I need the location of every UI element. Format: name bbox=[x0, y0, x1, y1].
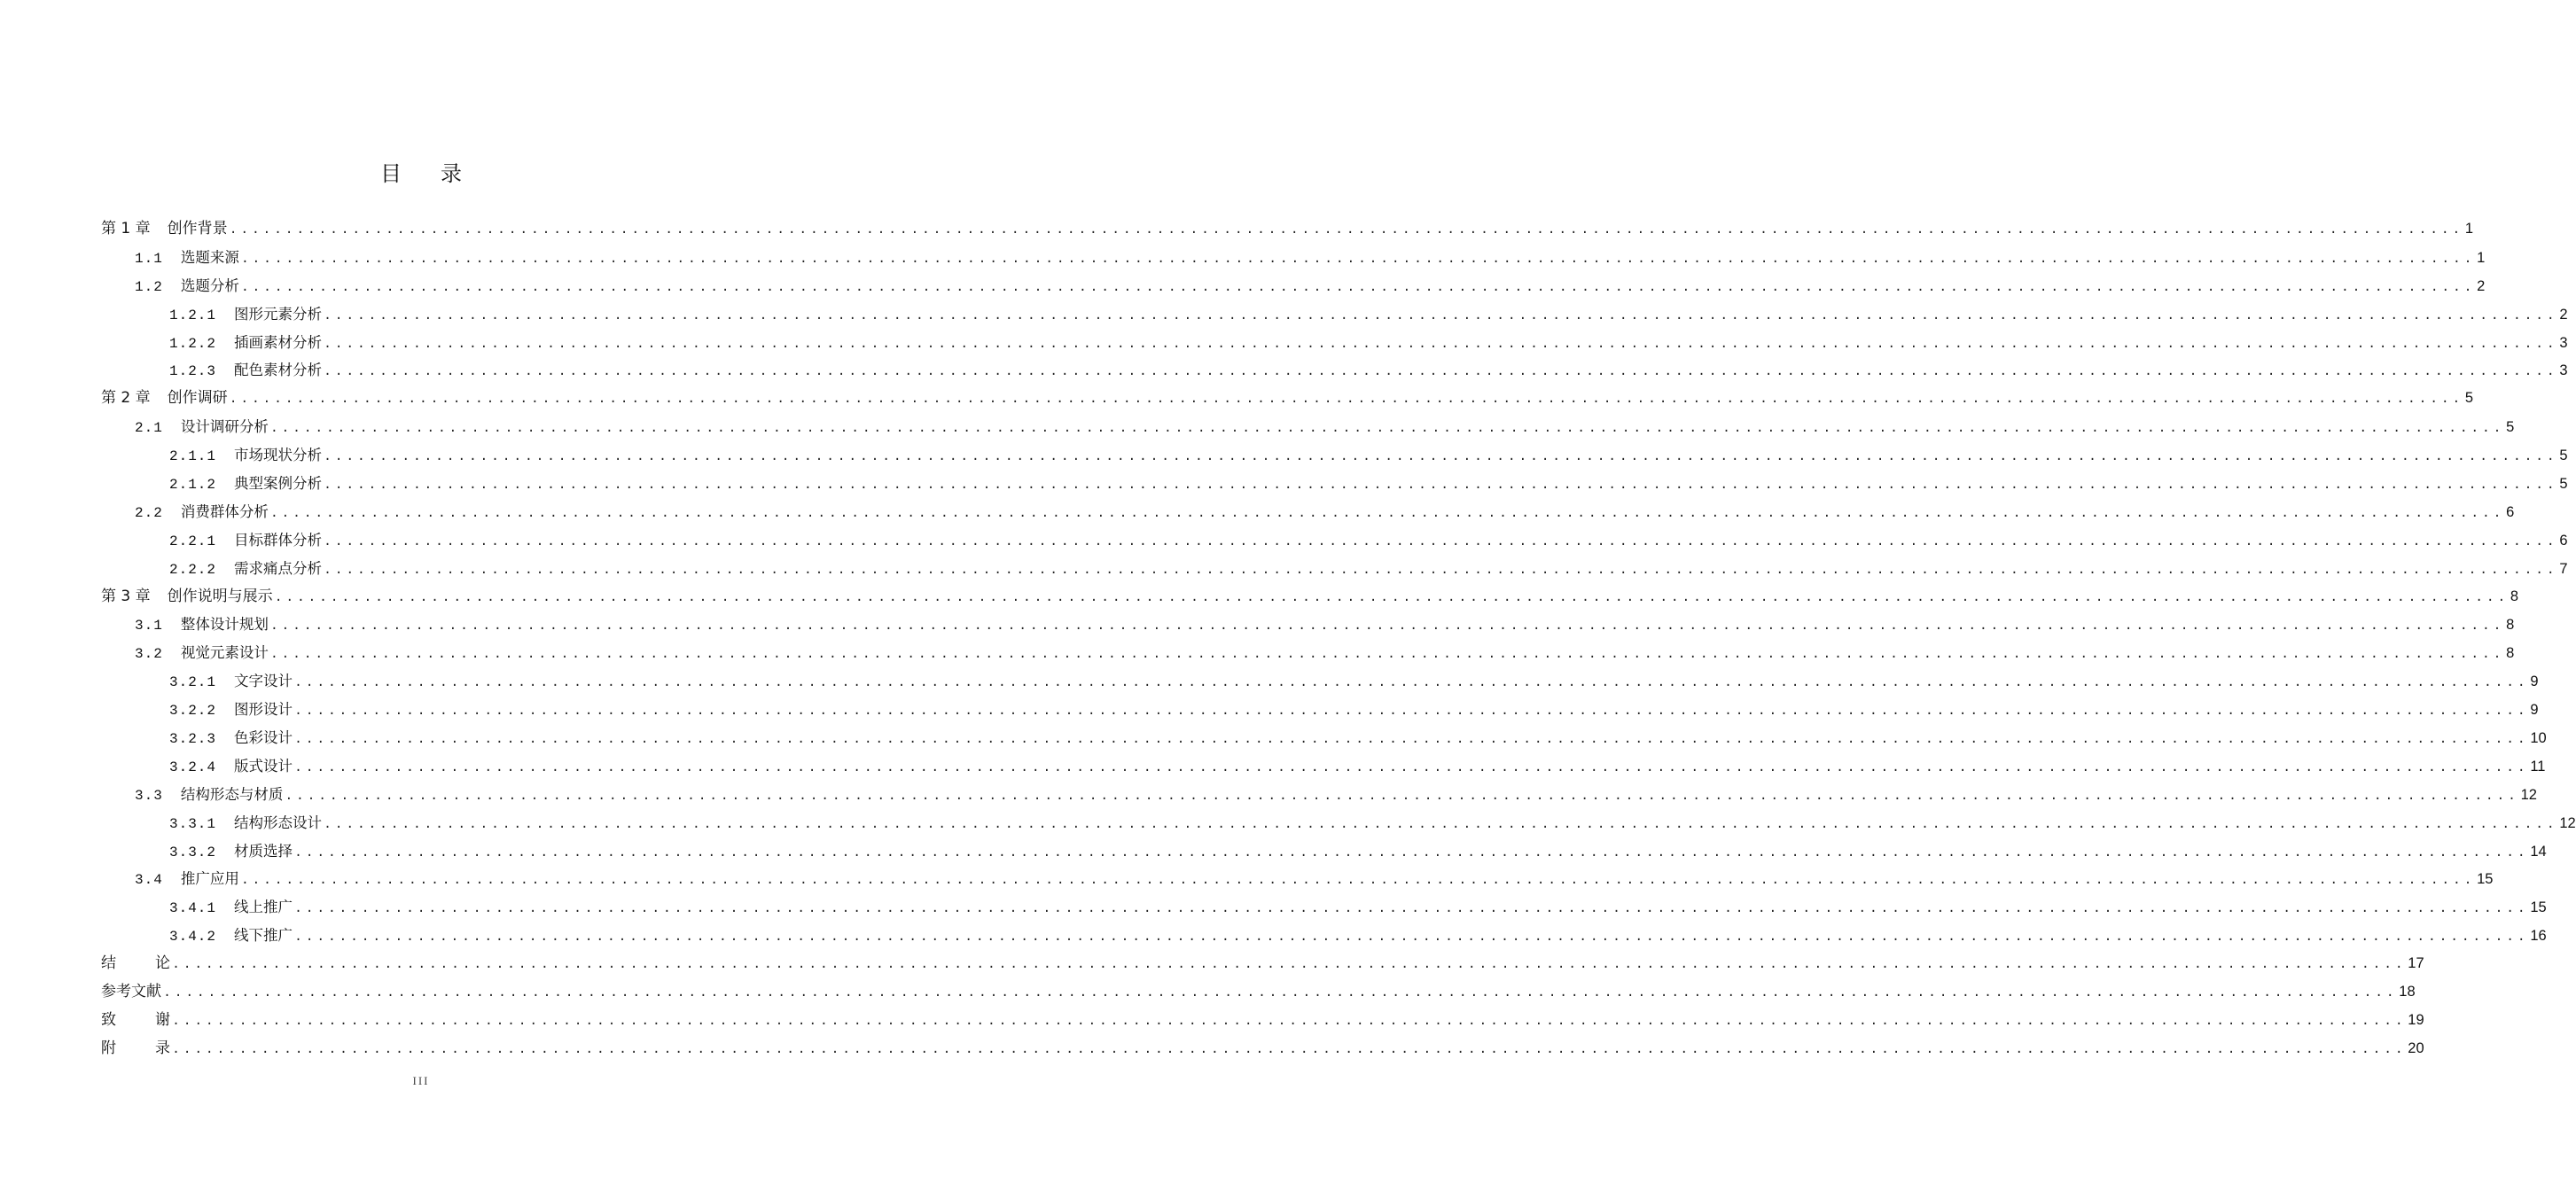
toc-entry-page: 10 bbox=[2530, 730, 2547, 747]
toc-dot-leader: ........................................................................................................................................................................................................ bbox=[172, 1041, 2407, 1057]
toc-entry-page: 14 bbox=[2530, 843, 2547, 860]
toc-entry-label: 结论 bbox=[101, 954, 209, 973]
toc-entry-label: 市场现状分析 bbox=[234, 447, 323, 464]
toc-entry[interactable] bbox=[101, 583, 2519, 611]
toc-dot-leader: ........................................................................................................................................................................................................ bbox=[294, 759, 2529, 775]
toc-entry-page: 11 bbox=[2530, 758, 2546, 775]
toc-entry-label: 需求痛点分析 bbox=[234, 559, 323, 577]
toc-dot-leader: ........................................................................................................................................................................................................ bbox=[324, 816, 2558, 832]
toc-entry-page: 16 bbox=[2530, 928, 2547, 945]
toc-entry-page: 2 bbox=[2477, 277, 2486, 294]
toc-entry-page: 17 bbox=[2408, 955, 2424, 972]
toc-entry-label: 文字设计 bbox=[234, 673, 293, 690]
toc-entry-label: 消费群体分析 bbox=[180, 502, 269, 520]
toc-entry[interactable] bbox=[101, 837, 2547, 866]
toc-entry-label: 色彩设计 bbox=[234, 729, 293, 747]
toc-entry-page: 5 bbox=[2559, 448, 2568, 464]
toc-dot-leader: ........................................................................................................................................................................................................ bbox=[324, 478, 2558, 494]
toc-entry-number: 3.2.1 bbox=[169, 674, 217, 691]
toc-entry-number: 3.3.1 bbox=[169, 815, 217, 832]
toc-dot-leader: ........................................................................................................................................................................................................ bbox=[269, 421, 2505, 437]
toc-entry-page: 18 bbox=[2399, 984, 2416, 1000]
toc-entry[interactable] bbox=[101, 893, 2547, 922]
toc-entry-number: 3.4 bbox=[135, 872, 163, 889]
toc-entry[interactable] bbox=[101, 385, 2474, 413]
toc-entry[interactable] bbox=[101, 356, 2568, 385]
toc-entry[interactable] bbox=[101, 611, 2515, 639]
toc-entry-number: 3.4.1 bbox=[169, 900, 217, 917]
toc-dot-leader: ........................................................................................................................................................................................................ bbox=[324, 562, 2558, 578]
toc-entry-number: 1.2 bbox=[135, 278, 163, 295]
toc-dot-leader: ........................................................................................................................................................................................................ bbox=[285, 788, 2519, 804]
toc-entry[interactable] bbox=[101, 470, 2568, 498]
toc-entry-page: 1 bbox=[2464, 221, 2474, 237]
toc-entry-label: 创作说明与展示 bbox=[167, 587, 273, 605]
toc-entry-label: 图形设计 bbox=[234, 701, 293, 719]
toc-entry-page: 5 bbox=[2464, 390, 2474, 407]
toc-entry-label: 致谢 bbox=[101, 1010, 209, 1029]
toc-entry-label: 目标群体分析 bbox=[234, 531, 323, 549]
toc-entry-page: 8 bbox=[2510, 588, 2519, 604]
toc-entry-number: 1.1 bbox=[135, 250, 163, 267]
toc-entry-page: 15 bbox=[2530, 899, 2547, 916]
toc-dot-leader: ........................................................................................................................................................................................................ bbox=[172, 957, 2407, 973]
toc-dot-leader: ........................................................................................................................................................................................................ bbox=[294, 901, 2529, 917]
toc-dot-leader: ........................................................................................................................................................................................................ bbox=[163, 985, 2398, 1001]
toc-entry-label: 结构形态设计 bbox=[234, 813, 323, 831]
toc-entry-number: 第 2 章 bbox=[101, 389, 151, 408]
toc-entry-page: 19 bbox=[2408, 1011, 2424, 1028]
toc-entry-label: 选题分析 bbox=[180, 276, 239, 294]
toc-title: 目录 bbox=[380, 161, 501, 186]
toc-entry-page: 12 bbox=[2559, 814, 2576, 831]
toc-dot-leader: ........................................................................................................................................................................................................ bbox=[269, 619, 2505, 634]
toc-dot-leader: ........................................................................................................................................................................................................ bbox=[240, 251, 2476, 267]
toc-entry-number: 2.1.2 bbox=[169, 477, 217, 494]
toc-entry-page: 8 bbox=[2506, 617, 2515, 634]
toc-dot-leader: ........................................................................................................................................................................................................ bbox=[294, 930, 2529, 946]
toc-dot-leader: ........................................................................................................................................................................................................ bbox=[294, 845, 2529, 860]
toc-entry-label: 创作调研 bbox=[167, 389, 228, 408]
toc-dot-leader: ........................................................................................................................................................................................................ bbox=[172, 1013, 2407, 1029]
toc-entry-page: 12 bbox=[2520, 786, 2537, 803]
toc-entry[interactable] bbox=[101, 724, 2547, 752]
toc-entry-page: 2 bbox=[2559, 306, 2568, 323]
toc-entry-number: 3.2 bbox=[135, 646, 163, 663]
toc-entry[interactable] bbox=[101, 329, 2568, 357]
toc-entry-page: 6 bbox=[2506, 503, 2515, 520]
toc-entry-label: 配色素材分析 bbox=[234, 362, 323, 379]
toc-entry-label: 版式设计 bbox=[234, 757, 293, 775]
toc-dot-leader: ........................................................................................................................................................................................................ bbox=[324, 336, 2558, 352]
toc-entry[interactable] bbox=[101, 922, 2547, 950]
toc-entry-label: 材质选择 bbox=[234, 842, 293, 860]
toc-entry-page: 9 bbox=[2530, 673, 2539, 690]
page-number: III bbox=[412, 1074, 430, 1087]
toc-dot-leader: ........................................................................................................................................................................................................ bbox=[324, 533, 2558, 549]
toc-entry-number: 3.3 bbox=[135, 787, 163, 804]
toc-entry-label: 创作背景 bbox=[167, 220, 228, 237]
toc-entry-page: 6 bbox=[2559, 532, 2568, 549]
toc-entry-number: 第 1 章 bbox=[101, 220, 151, 237]
toc-entry-number: 2.2.2 bbox=[169, 561, 217, 578]
toc-entry-number: 第 3 章 bbox=[101, 587, 151, 605]
toc-entry[interactable] bbox=[101, 272, 2486, 300]
toc-entry-number: 1.2.1 bbox=[169, 307, 217, 323]
toc-dot-leader: ........................................................................................................................................................................................................ bbox=[294, 704, 2529, 720]
toc-dot-leader: ........................................................................................................................................................................................................ bbox=[240, 279, 2476, 295]
toc-dot-leader: ........................................................................................................................................................................................................ bbox=[229, 392, 2463, 408]
toc-entry[interactable] bbox=[101, 413, 2515, 441]
toc-entry-page: 3 bbox=[2559, 334, 2568, 351]
toc-entry-label: 图形元素分析 bbox=[234, 305, 323, 323]
toc-entry[interactable] bbox=[101, 498, 2515, 526]
toc-entry-number: 2.2 bbox=[135, 504, 163, 521]
toc-entry-page: 7 bbox=[2559, 560, 2568, 577]
toc-dot-leader: ........................................................................................................................................................................................................ bbox=[324, 449, 2558, 465]
toc-dot-leader: ........................................................................................................................................................................................................ bbox=[274, 589, 2509, 605]
toc-entry[interactable] bbox=[101, 667, 2539, 696]
toc-entry-label: 参考文献 bbox=[101, 983, 161, 1001]
toc-dot-leader: ........................................................................................................................................................................................................ bbox=[294, 732, 2529, 748]
toc-entry-label: 选题来源 bbox=[180, 248, 239, 266]
toc-entry-label: 线上推广 bbox=[234, 899, 293, 916]
toc-dot-leader: ........................................................................................................................................................................................................ bbox=[229, 222, 2463, 237]
toc-entry-number: 3.4.2 bbox=[169, 929, 217, 946]
toc-entry-label: 推广应用 bbox=[180, 870, 239, 888]
toc-entry-label: 视觉元素设计 bbox=[180, 644, 269, 662]
toc-entry-page: 20 bbox=[2408, 1039, 2424, 1056]
toc-entry-number: 3.2.3 bbox=[169, 731, 217, 748]
toc-entry-label: 典型案例分析 bbox=[234, 475, 323, 493]
toc-entry[interactable] bbox=[101, 215, 2474, 244]
toc-dot-leader: ........................................................................................................................................................................................................ bbox=[269, 505, 2505, 521]
toc-entry[interactable] bbox=[101, 441, 2568, 470]
toc-dot-leader: ........................................................................................................................................................................................................ bbox=[324, 364, 2558, 380]
toc-entry[interactable] bbox=[101, 809, 2576, 837]
toc-entry-number: 2.2.1 bbox=[169, 533, 217, 549]
toc-entry-page: 3 bbox=[2559, 362, 2568, 379]
toc-dot-leader: ........................................................................................................................................................................................................ bbox=[240, 873, 2476, 889]
toc-entry-page: 5 bbox=[2506, 419, 2515, 436]
toc-entry[interactable] bbox=[101, 978, 2416, 1007]
toc-entry[interactable] bbox=[101, 1035, 2424, 1063]
toc-entry[interactable] bbox=[101, 752, 2546, 781]
toc-entry-page: 9 bbox=[2530, 702, 2539, 719]
toc-entry-label: 结构形态与材质 bbox=[180, 785, 284, 803]
toc-entry-label: 设计调研分析 bbox=[180, 418, 269, 436]
toc-entry[interactable] bbox=[101, 950, 2424, 978]
toc-entry-number: 3.2.2 bbox=[169, 703, 217, 720]
toc-entry-number: 2.1 bbox=[135, 420, 163, 437]
toc-entry[interactable] bbox=[101, 555, 2568, 583]
toc-entry[interactable] bbox=[101, 781, 2537, 809]
toc-entry[interactable] bbox=[101, 1007, 2424, 1035]
toc-entry-page: 1 bbox=[2477, 249, 2486, 266]
toc-entry[interactable] bbox=[101, 865, 2494, 893]
toc-entry[interactable] bbox=[101, 526, 2568, 555]
toc-entry-number: 3.3.2 bbox=[169, 844, 217, 860]
toc-entry-number: 3.1 bbox=[135, 618, 163, 634]
toc-entry[interactable] bbox=[101, 244, 2486, 272]
toc-entry-label: 附录 bbox=[101, 1039, 209, 1057]
toc-entry-label: 整体设计规划 bbox=[180, 616, 269, 634]
toc-entry-number: 1.2.3 bbox=[169, 363, 217, 380]
toc-dot-leader: ........................................................................................................................................................................................................ bbox=[324, 307, 2558, 323]
toc-entry-page: 15 bbox=[2477, 871, 2494, 888]
toc-entry[interactable] bbox=[101, 300, 2568, 329]
toc-entry[interactable] bbox=[101, 639, 2515, 667]
toc-dot-leader: ........................................................................................................................................................................................................ bbox=[294, 675, 2529, 691]
toc-entry[interactable] bbox=[101, 696, 2539, 724]
toc-entry-page: 5 bbox=[2559, 476, 2568, 493]
toc-list bbox=[101, 215, 2576, 1063]
toc-entry-number: 2.1.1 bbox=[169, 448, 217, 465]
toc-entry-label: 插画素材分析 bbox=[234, 333, 323, 351]
toc-entry-label: 线下推广 bbox=[234, 927, 293, 945]
toc-dot-leader: ........................................................................................................................................................................................................ bbox=[269, 647, 2505, 663]
toc-entry-number: 3.2.4 bbox=[169, 759, 217, 775]
toc-entry-number: 1.2.2 bbox=[169, 335, 217, 352]
toc-entry-page: 8 bbox=[2506, 645, 2515, 662]
